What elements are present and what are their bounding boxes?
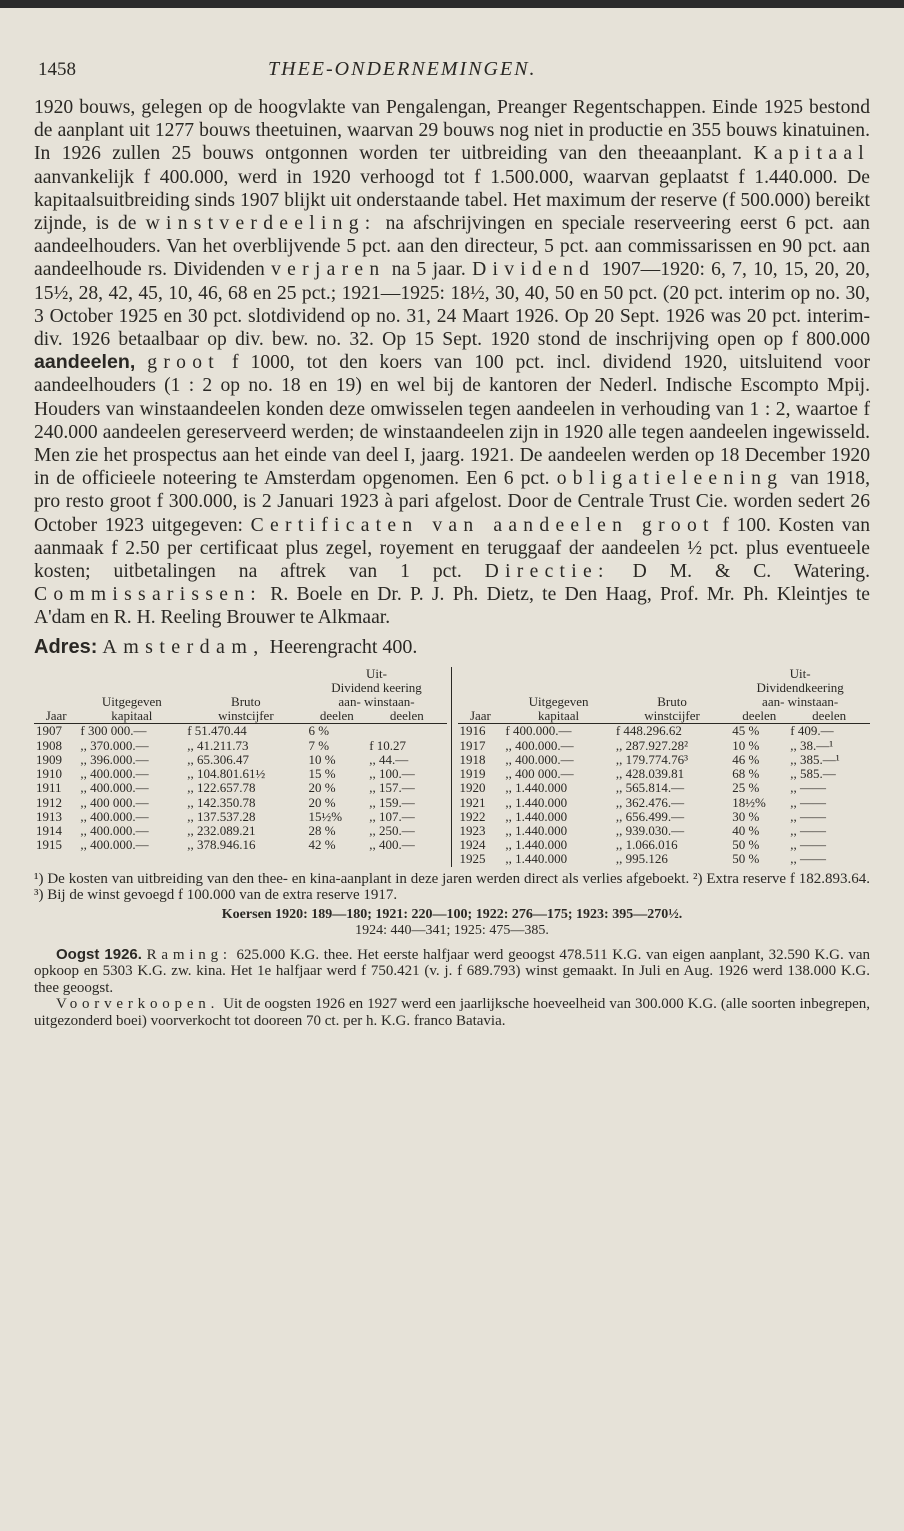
table-cell: 25 % [732,780,760,796]
table-row [34,724,447,739]
table-cell: 1920 [459,780,486,796]
table-cell: 6 % [308,723,330,739]
table-cell: 1910 [36,766,62,782]
address-city: Amsterdam, [102,635,265,658]
table-cell: 1916 [459,723,486,739]
koersen-line-1: Koersen 1920: 189—180; 1921: 220—100; 1922: 276—175; 1923: 395—270½. [221,906,683,922]
table-cell: ,, —— [790,808,827,824]
text-directie: D M. & C. Watering. [632,561,870,583]
text-certificaten: f 100. Kosten van aanmaak f 2.50 per certificaat plus zegel, royement en teruggaaf der aandeelen ½ pct. plus eventueele kosten; uitbetalingen na aftrek van 1 pct. [34,514,871,583]
table-right-half [452,667,871,867]
footnotes: ¹) De kosten van uitbreiding van den thee- en kina-aanplant in deze jaren werden direct als verlies afgeboekt. ²) Extra reserve f 182.893.64. ³) Bij de winst gevoegd f 100.000 van de extra reserve 1917. [34,870,870,903]
table-cell: ,, 1.440.000 [505,794,568,810]
table-cell: 10 % [732,737,760,753]
col-header-kapitaal: kapitaal [78,709,185,724]
table-cell: 20 % [308,794,336,810]
table-cell: 1922 [459,808,486,824]
col-header-aan-winstaan: aan- winstaan- [338,694,415,710]
text-obligatie: van 1918, pro resto groot f 300.000, is 2 Januari 1923 à pari afgelost. Door de Centrale Trust Cie. worden sedert 26 October 1923 uitgegeven: [34,468,870,536]
table-cell: 1917 [459,737,486,753]
table-left-half [34,667,452,867]
text-dividend: 1907—1920: 6, 7, 10, 15, 20, 20, 15½, 28, 42, 45, 10, 46, 68 en 25 pct.; 1921—1925: 18½, 30, 40, 50 en 50 pct. (20 pct. interim op no. 30, 3 October 1925 en 30 pct. slotdividend op no. 31, 24 Maart 1926. Op 20 Sept. 1926 was 20 pct. interim-div. 1926 betaalbaar op div. bew. no. 32. Op 15 Sept. 1920 stond de inschrijving open op f 800.000 [34,259,870,351]
table-row [458,824,871,838]
label-directie: Directie: [484,561,610,583]
table-row [458,810,871,824]
label-dividend: Dividend [472,259,596,281]
text-verjaren: na 5 jaar. [391,259,466,281]
address-line [34,636,870,659]
table-row [458,796,871,810]
col-header-jaar: Jaar [34,709,78,724]
table-cell: 1909 [36,751,62,767]
label-winstverdeeling: winstverdeeling: [145,213,377,235]
table-cell: ,, 142.350.78 [187,794,256,810]
table-row [34,838,447,852]
table-row [458,838,871,852]
table-cell: ,, 370.000.— [80,737,149,753]
table-cell: 30 % [732,808,760,824]
table-cell: ,, 104.801.61½ [187,766,266,782]
table-cell: ,, 159.— [369,794,415,810]
label-obligatieleening: obligatieleening [556,468,784,490]
table-row [34,781,447,795]
table-cell: ,, 400.— [369,837,415,853]
table-cell: f 448.296.62 [615,723,682,739]
col-header-deelen: deelen [367,709,446,724]
text-raming: 625.000 K.G. thee. Het eerste halfjaar werd geoogst 478.511 K.G. van eigen aanplant, 32.590 K.G. van opkoop en 5303 K.G. zw. kina. Het 1e halfjaar werd f 750.421 (v. j. f 689.793) winst gemaakt. In Juli en Aug. 1926 werd 138.000 K.G. thee geoogst. [34,946,871,996]
table-cell: ,, —— [790,837,827,853]
table-cell: ,, —— [790,794,827,810]
table-cell: 15½% [308,808,343,824]
text-intro: 1920 bouws, gelegen op de hoogvlakte van Pengalengan, Preanger Regentschappen. Einde 1925 bestond de aanplant uit 1277 bouws theetuinen, waarvan 29 bouws nog niet in productie en 355 bouws kinatuinen. In 1926 zullen 25 bouws ontgonnen worden ter uitbreiding van den theeaanplant. [34,97,870,165]
koersen-block [34,907,870,939]
page-number: 1458 [38,59,76,80]
page-header [34,58,870,92]
table-row [34,810,447,824]
table-cell: ,, 385.—¹ [790,751,840,767]
label-oogst: Oogst 1926. [56,945,142,963]
running-head: THEE-ONDERNEMINGEN. [268,58,537,80]
table-cell: 1918 [459,751,486,767]
col-header-uitgegeven: Uitgegeven [528,694,589,710]
koersen-line-2: 1924: 440—341; 1925: 475—385. [355,922,549,938]
body-text [34,96,870,630]
table-cell: ,, 44.— [369,751,409,767]
table-cell: ,, 565.814.— [615,780,685,796]
table-cell: 28 % [308,822,336,838]
label-raming: Raming: [146,946,232,963]
table-cell: 45 % [732,723,760,739]
table-cell: 1925 [459,851,486,867]
table-cell: ,, 939.030.— [615,822,685,838]
table-row [34,824,447,838]
table-cell: ,, 378.946.16 [187,837,256,853]
table-cell: 1907 [36,723,62,739]
col-header-aan-winstaan: aan- winstaan- [762,694,839,710]
table-cell: 50 % [732,851,760,867]
table-cell: ,, 1.066.016 [615,837,678,853]
table-cell: ,, 65.306.47 [187,751,249,767]
table-cell: ,, 179.774.76³ [615,751,688,767]
col-header-jaar: Jaar [458,709,504,724]
col-header-deelen: deelen [307,709,368,724]
table-cell: ,, 157.— [369,780,415,796]
table-row [458,753,871,767]
table-row [34,796,447,810]
text-aandeelen: f 1000, tot den koers van 100 pct. incl. dividend 1920, uitsluitend voor aandeelhouders (1 : 2 op no. 18 en 19) en wel bij de kantoren der Nederl. Indische Escompto Mpij. Houders van winstaandeelen konden deze omwisselen tegen aandeelen in verhouding van 1 : 2, waartoe f 240.000 aandeelen gereserveerd werden; de winstaandeelen zijn in 1920 alle tegen aandeelen ingewisseld. Men zie het prospectus aan het einde van deel I, jaarg. 1921. De aandeelen werden op 18 December 1920 in de officieele noteering te Amsterdam opgenomen. Een 6 pct. [34,352,871,490]
table-cell: ,, —— [790,851,827,867]
table-cell: f 400.000.— [505,723,572,739]
table-cell: 50 % [732,837,760,853]
table-cell: ,, 400.000.— [80,808,149,824]
col-header-winstcijfer: winstcijfer [185,709,306,724]
table-cell: ,, —— [790,822,827,838]
table-cell: ,, 122.657.78 [187,780,256,796]
table-cell: 1915 [36,837,62,853]
table-right-body [458,724,871,867]
table-cell: 7 % [308,737,330,753]
col-header-bruto: Bruto [231,694,261,710]
table-row [34,767,447,781]
label-certificaten: Certificaten van aandeelen groot [250,514,715,536]
table-cell: 18½% [732,794,766,810]
label-kapitaal: Kapitaal [753,143,870,165]
table-cell: ,, 137.537.28 [187,808,256,824]
table-cell: ,, 250.— [369,822,415,838]
table-cell: 1911 [36,780,62,796]
col-header-deelen: deelen [788,709,870,724]
table-cell: f 300 000.— [80,723,147,739]
table-cell: 1923 [459,822,486,838]
table-cell: ,, 287.927.28² [615,737,688,753]
table-cell: ,, 400 000.— [80,794,149,810]
table-cell: ,, 1.440.000 [505,837,568,853]
table-cell: 1914 [36,822,62,838]
table-left [34,667,447,853]
table-cell: ,, 100.— [369,766,415,782]
label-adres: Adres: [34,635,98,658]
table-cell: f 51.470.44 [187,723,247,739]
text-voorverkoopen: Uit de oogsten 1926 en 1927 werd een jaarlijksche hoeveelheid van 300.000 K.G. (alle soorten inbegrepen, uitgezonderd boei) voorverkocht tot dooreen 70 ct. per h. K.G. franco Batavia. [34,996,871,1029]
col-header-uit: Uit- [789,665,811,681]
text-commissarissen: R. Boele en Dr. P. J. Ph. Dietz, te Den Haag, Prof. Mr. Ph. Kleintjes te A'dam en R. H. Reeling Brouwer te Alkmaar. [34,584,870,629]
table-right [458,667,871,867]
col-header-uitgegeven: Uitgegeven [101,694,162,710]
table-cell: ,, 656.499.— [615,808,685,824]
table-row [458,767,871,781]
table-cell: ,, 400.000.— [80,822,149,838]
label-voorverkoopen: Voorverkoopen. [56,996,220,1013]
table-cell: ,, 585.— [790,766,836,782]
table-cell: ,, 400 000.— [505,766,574,782]
voorverkoopen-paragraph [34,996,870,1029]
table-cell: ,, 107.— [369,808,415,824]
table-cell: 1908 [36,737,62,753]
table-cell: ,, 1.440.000 [505,780,568,796]
table-cell: ,, —— [790,780,827,796]
scan-top-edge [0,0,904,8]
table-cell: ,, 995.126 [615,851,668,867]
table-cell: f 409.— [790,723,834,739]
paragraph-main [34,96,870,630]
col-header-uit: Uit- [366,665,387,681]
table-cell: 1921 [459,794,486,810]
table-cell: 68 % [732,766,760,782]
table-row [458,852,871,866]
table-cell: 1912 [36,794,62,810]
table-cell: ,, 38.—¹ [790,737,834,753]
table-cell: 1924 [459,837,486,853]
capital-table [34,667,870,867]
col-header-dividend-keering: Dividend keering [331,679,422,695]
table-cell: ,, 396.000.— [80,751,149,767]
table-cell: ,, 1.440.000 [505,808,568,824]
table-cell: ,, 362.476.— [615,794,685,810]
col-header-winstcijfer: winstcijfer [614,709,730,724]
label-verjaren: verjaren [271,259,386,281]
table-cell: 20 % [308,780,336,796]
oogst-paragraph [34,947,870,997]
col-header-bruto: Bruto [657,694,687,710]
table-left-body [34,724,447,852]
table-row [34,753,447,767]
table-row [458,724,871,739]
table-cell: 15 % [308,766,336,782]
label-aandeelen: aandeelen, [34,351,136,374]
table-cell [367,724,446,739]
table-cell: ,, 1.440.000 [505,851,568,867]
label-groot: groot [147,352,221,374]
table-cell: f 10.27 [369,737,407,753]
table-cell: 1913 [36,808,62,824]
table-cell: 40 % [732,822,760,838]
table-cell: ,, 400.000.— [505,737,574,753]
text-kapitaal: aanvankelijk f 400.000, werd in 1920 verhoogd tot f 1.500.000, waarvan geplaatst f 1.440.000. De kapitaalsuitbreiding sinds 1907 blijkt uit onderstaande tabel. Het maximum der reserve (f 500.000) bereikt zijnde, is de [34,166,870,235]
table-row [458,781,871,795]
table-cell: ,, 428.039.81 [615,766,685,782]
col-header-deelen: deelen [730,709,788,724]
table-cell: ,, 400.000.— [80,837,149,853]
table-cell: ,, 232.089.21 [187,822,256,838]
address-street: Heerengracht 400. [269,635,418,658]
col-header-dividendkeering: Dividendkeering [756,679,844,695]
table-row [458,739,871,753]
table-cell: ,, 1.440.000 [505,822,568,838]
oogst-block [34,947,870,1030]
table-cell: ,, 400.000.— [505,751,574,767]
col-header-kapitaal: kapitaal [503,709,613,724]
table-cell: ,, 400.000.— [80,780,149,796]
table-row [34,739,447,753]
text-winstverdeeling: na afschrijvingen en speciale reserveering eerst 6 pct. aan aandeelhouders. Van het overblijvende 5 pct. aan den directeur, 5 pct. aan commissarissen en 90 pct. aan aandeelhoude rs. Dividenden [34,213,870,281]
table-cell: ,, 41.211.73 [187,737,249,753]
table-cell: ,, 400.000.— [80,766,149,782]
table-cell: 10 % [308,751,336,767]
table-cell: 42 % [308,837,336,853]
table-cell: 46 % [732,751,760,767]
label-commissarissen: Commissarissen: [34,584,262,606]
table-cell: 1919 [459,766,486,782]
